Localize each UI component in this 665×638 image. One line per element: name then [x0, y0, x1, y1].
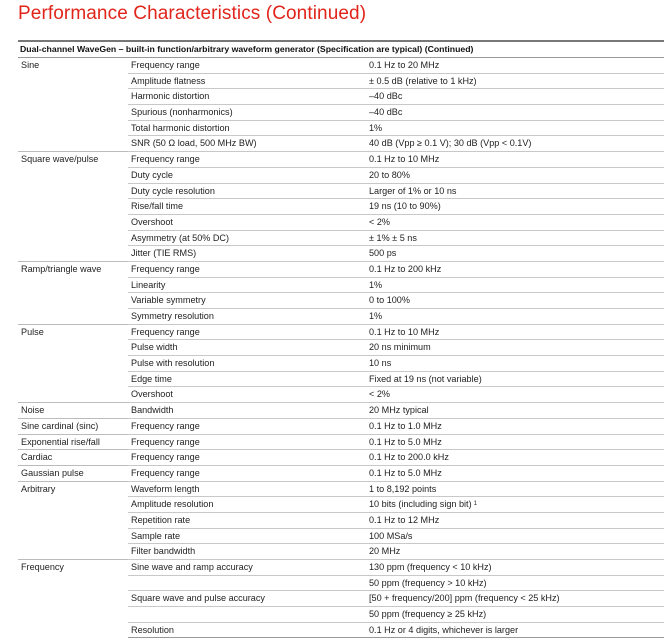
footnote-marker: 1	[473, 501, 477, 508]
value-text: 10 bits (including sign bit)	[369, 499, 472, 510]
category-cell: Sine cardinal (sinc)	[18, 418, 128, 434]
category-cell: Square wave/pulse	[18, 152, 128, 262]
value-cell	[366, 89, 664, 105]
parameter-cell: Variable symmetry	[128, 293, 366, 309]
parameter-cell: Filter bandwidth	[128, 544, 366, 560]
parameter-cell: Square wave and pulse accuracy	[128, 591, 366, 607]
value-cell	[366, 58, 664, 74]
spec-table	[18, 40, 664, 638]
value-text: –40 dBc	[369, 107, 403, 118]
parameter-cell: Symmetry resolution	[128, 309, 366, 325]
value-text: 0.1 Hz to 5.0 MHz	[369, 467, 442, 478]
value-text: Larger of 1% or 10 ns	[369, 185, 457, 196]
category-cell: Ramp/triangle wave	[18, 261, 128, 324]
value-text: 0.1 Hz to 12 MHz	[369, 514, 440, 525]
category-cell: Pulse	[18, 324, 128, 402]
value-text: ± 1% ± 5 ns	[369, 232, 417, 243]
parameter-cell: Frequency range	[128, 434, 366, 450]
parameter-cell: Frequency range	[128, 450, 366, 466]
value-cell	[366, 261, 664, 277]
category-cell: Cardiac	[18, 450, 128, 466]
value-text: 10 ns	[369, 358, 392, 369]
value-text: 0.1 Hz to 20 MHz	[369, 60, 440, 70]
parameter-cell: Overshoot	[128, 214, 366, 230]
table-row	[18, 261, 664, 277]
value-cell	[366, 183, 664, 199]
value-text: 50 ppm (frequency ≥ 25 kHz)	[369, 609, 487, 620]
value-text: 20 ns minimum	[369, 342, 431, 353]
parameter-cell: Total harmonic distortion	[128, 120, 366, 136]
value-cell	[366, 356, 664, 372]
parameter-cell: Resolution	[128, 622, 366, 638]
value-text: 0.1 Hz to 200 kHz	[369, 263, 442, 274]
parameter-cell: Linearity	[128, 277, 366, 293]
value-cell	[366, 512, 664, 528]
value-cell	[366, 167, 664, 183]
value-text: 20 MHz typical	[369, 405, 429, 416]
parameter-cell: Frequency range	[128, 152, 366, 168]
value-text: –40 dBc	[369, 91, 403, 102]
table-row	[18, 418, 664, 434]
value-cell	[366, 544, 664, 560]
value-text: 19 ns (10 to 90%)	[369, 201, 441, 212]
value-cell	[366, 199, 664, 215]
parameter-cell: Bandwidth	[128, 403, 366, 419]
table-row	[18, 324, 664, 340]
value-cell	[366, 528, 664, 544]
value-cell	[366, 73, 664, 89]
value-text: 0.1 Hz to 10 MHz	[369, 326, 440, 337]
value-text: < 2%	[369, 389, 390, 400]
value-cell	[366, 277, 664, 293]
table-header-row	[18, 41, 664, 58]
parameter-cell: Frequency range	[128, 324, 366, 340]
value-cell	[366, 481, 664, 497]
value-cell	[366, 105, 664, 121]
parameter-cell	[128, 575, 366, 591]
category-cell: Exponential rise/fall	[18, 434, 128, 450]
parameter-cell: Rise/fall time	[128, 199, 366, 215]
value-text: 50 ppm (frequency > 10 kHz)	[369, 577, 487, 588]
value-cell	[366, 340, 664, 356]
category-cell: Frequency	[18, 560, 128, 638]
value-cell	[366, 418, 664, 434]
value-cell	[366, 591, 664, 607]
value-cell	[366, 387, 664, 403]
value-text: 100 MSa/s	[369, 530, 413, 541]
parameter-cell: Edge time	[128, 371, 366, 387]
parameter-cell: Overshoot	[128, 387, 366, 403]
value-cell	[366, 371, 664, 387]
value-text: 0.1 Hz to 1.0 MHz	[369, 420, 442, 431]
parameter-cell: SNR (50 Ω load, 500 MHz BW)	[128, 136, 366, 152]
table-row	[18, 560, 664, 576]
category-cell: Gaussian pulse	[18, 465, 128, 481]
table-header: Dual-channel WaveGen – built-in function/arbitrary waveform generator (Specification are typical) (Continued)	[18, 41, 664, 58]
value-text: 1 to 8,192 points	[369, 483, 437, 494]
value-text: [50 + frequency/200] ppm (frequency < 25 kHz)	[369, 593, 560, 604]
value-text: 1%	[369, 122, 383, 133]
parameter-cell: Asymmetry (at 50% DC)	[128, 230, 366, 246]
parameter-cell: Amplitude resolution	[128, 497, 366, 513]
value-text: 0.1 Hz to 5.0 MHz	[369, 436, 442, 447]
value-cell	[366, 293, 664, 309]
value-text: 1%	[369, 311, 383, 321]
value-text: 0.1 Hz to 10 MHz	[369, 154, 440, 165]
parameter-cell: Waveform length	[128, 481, 366, 497]
parameter-cell: Frequency range	[128, 58, 366, 74]
value-cell	[366, 560, 664, 576]
value-text: 0.1 Hz or 4 digits, whichever is larger	[369, 624, 519, 635]
value-cell	[366, 497, 664, 513]
value-cell	[366, 575, 664, 591]
parameter-cell: Duty cycle	[128, 167, 366, 183]
value-text: Fixed at 19 ns (not variable)	[369, 373, 482, 384]
page-title: Performance Characteristics (Continued)	[18, 3, 367, 24]
table-row	[18, 434, 664, 450]
value-text: 500 ps	[369, 248, 397, 259]
parameter-cell: Sample rate	[128, 528, 366, 544]
category-cell: Noise	[18, 403, 128, 419]
table-row	[18, 403, 664, 419]
table-row	[18, 152, 664, 168]
parameter-cell: Frequency range	[128, 418, 366, 434]
category-cell: Sine	[21, 60, 40, 70]
value-cell	[366, 450, 664, 466]
parameter-cell: Frequency range	[128, 261, 366, 277]
value-text: 0.1 Hz to 200.0 kHz	[369, 452, 449, 463]
value-cell	[366, 214, 664, 230]
parameter-cell: Repetition rate	[128, 512, 366, 528]
value-text: < 2%	[369, 216, 390, 227]
parameter-cell: Pulse width	[128, 340, 366, 356]
table-row	[18, 58, 664, 74]
value-cell	[366, 246, 664, 262]
parameter-cell: Duty cycle resolution	[128, 183, 366, 199]
parameter-cell: Pulse with resolution	[128, 356, 366, 372]
value-cell	[366, 120, 664, 136]
parameter-cell: Jitter (TIE RMS)	[128, 246, 366, 262]
parameter-cell: Spurious (nonharmonics)	[128, 105, 366, 121]
value-cell	[366, 434, 664, 450]
table-row	[18, 481, 664, 497]
category-cell: Arbitrary	[18, 481, 128, 559]
value-text: 20 to 80%	[369, 169, 410, 180]
parameter-cell: Sine wave and ramp accuracy	[128, 560, 366, 576]
value-text: 20 MHz	[369, 546, 401, 557]
value-cell	[366, 622, 664, 638]
value-cell	[366, 152, 664, 168]
parameter-cell: Frequency range	[128, 465, 366, 481]
value-text: 1%	[369, 279, 383, 290]
value-cell	[366, 230, 664, 246]
value-text: 130 ppm (frequency < 10 kHz)	[369, 562, 492, 572]
value-text: ± 0.5 dB (relative to 1 kHz)	[369, 75, 477, 86]
value-cell	[366, 465, 664, 481]
spec-table-body	[18, 41, 664, 638]
table-row	[18, 450, 664, 466]
value-cell	[366, 136, 664, 152]
parameter-cell: Amplitude flatness	[128, 73, 366, 89]
value-cell	[366, 324, 664, 340]
value-text: 0 to 100%	[369, 295, 410, 306]
parameter-cell: Harmonic distortion	[128, 89, 366, 105]
table-row	[18, 465, 664, 481]
value-text: 40 dB (Vpp ≥ 0.1 V); 30 dB (Vpp < 0.1V)	[369, 138, 532, 149]
value-cell	[366, 403, 664, 419]
value-cell	[366, 309, 664, 325]
